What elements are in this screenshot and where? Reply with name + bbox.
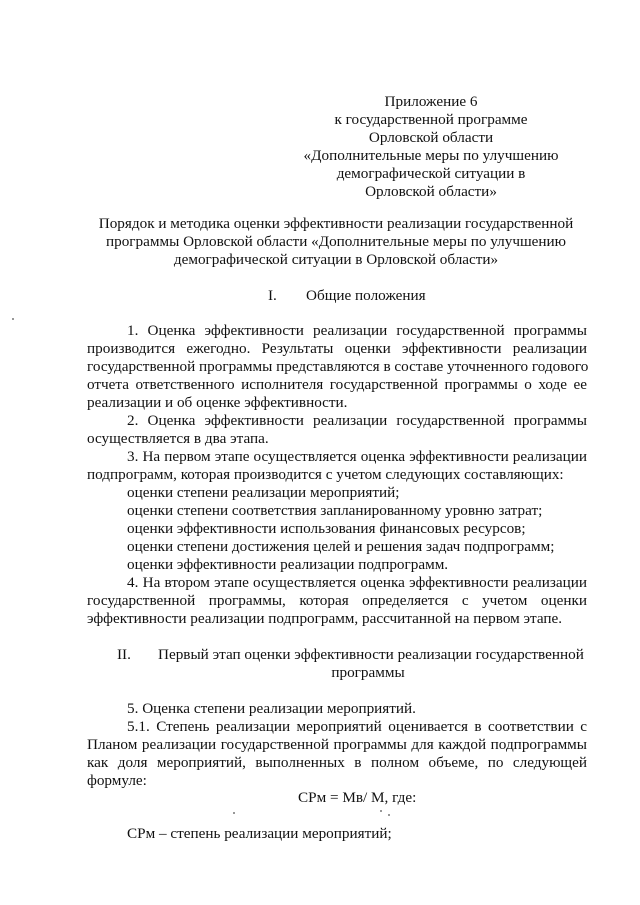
paragraph-line: как доля мероприятий, выполненных в полном объеме, по следующей [87,754,587,771]
title-line: Порядок и методика оценки эффективности реализации государственной [98,215,574,232]
section-title: Первый этап оценки эффективности реализации государственной [158,646,584,663]
paragraph-line: формуле: [87,772,147,789]
annex-line: к государственной программе [334,111,528,128]
title-line: программы Орловской области «Дополнительные меры по улучшению [105,233,567,250]
paragraph-line: производится ежегодно. Результаты оценки эффективности реализации [87,340,587,357]
document-title [92,215,580,269]
section-number: II. [117,646,131,663]
paragraph-line: осуществляется в два этапа. [87,430,269,447]
paragraph-line: 3. На первом этапе осуществляется оценка эффективности реализации [127,448,587,465]
paragraph-line: государственной программы представляются в составе уточненного годового [87,358,589,375]
section-number: I. [268,287,277,304]
title-line: демографической ситуации в Орловской области» [173,251,499,268]
paragraph-line: 2. Оценка эффективности реализации государственной программы [127,412,587,429]
paragraph-line: реализации и об оценке эффективности. [87,394,348,411]
paragraph-line: эффективности реализации подпрограмм, рассчитанной на первом этапе. [87,610,563,627]
list-item: оценки степени соответствия запланированному уровню затрат; [127,502,543,519]
list-item: оценки степени достижения целей и решения задач подпрограмм; [127,538,555,555]
annex-line: «Дополнительные меры по улучшению [303,147,559,164]
scan-speck [233,812,235,814]
paragraph-line: 4. На втором этапе осуществляется оценка эффективности реализации [127,574,587,591]
paragraph-line: 1. Оценка эффективности реализации государственной программы [127,322,587,339]
annex-line: демографической ситуации в [336,165,526,182]
scan-speck [380,810,382,812]
paragraph-line: Планом реализации государственной программы для каждой подпрограммы [87,736,587,753]
section-title: программы [331,664,405,681]
annex-block [300,93,562,201]
paragraph-line: 5. Оценка степени реализации мероприятий. [127,700,416,717]
definition-line: СРм – степень реализации мероприятий; [127,825,392,842]
list-item: оценки степени реализации мероприятий; [127,484,400,501]
paragraph-line: подпрограмм, которая производится с учетом следующих составляющих: [87,466,564,483]
paragraph-line: 5.1. Степень реализации мероприятий оценивается в соответствии с [127,718,587,735]
section-title: Общие положения [306,287,426,304]
annex-line: Орловской области» [365,183,497,200]
annex-line: Орловской области [368,129,494,146]
paragraph-line: государственной программы, которая определяется с учетом оценки [87,592,587,609]
list-item: оценки эффективности использования финансовых ресурсов; [127,520,526,537]
scan-speck [12,318,14,320]
annex-line: Приложение 6 [384,93,478,110]
paragraph-line: отчета ответственного исполнителя государственной программы о ходе ее [87,376,587,393]
scan-speck [388,814,390,816]
formula: СРм = Мв/ М, где: [298,789,417,806]
list-item: оценки эффективности реализации подпрограмм. [127,556,449,573]
